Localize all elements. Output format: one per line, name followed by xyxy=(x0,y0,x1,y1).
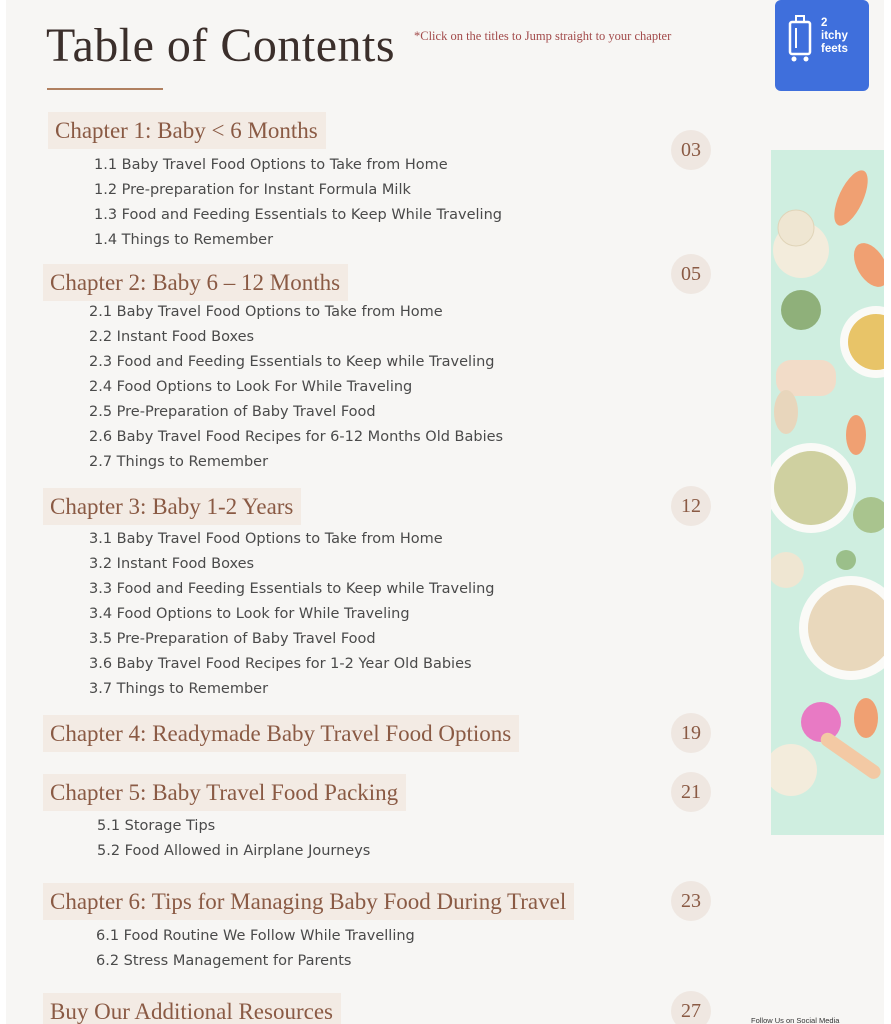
chapter-page-number: 05 xyxy=(671,254,711,294)
baby-food-photo xyxy=(771,150,884,835)
section-link[interactable]: 3.1 Baby Travel Food Options to Take from Home xyxy=(89,531,443,547)
section-link[interactable]: 1.2 Pre-preparation for Instant Formula Milk xyxy=(94,182,411,198)
chapter-link-4[interactable]: Chapter 4: Readymade Baby Travel Food Options xyxy=(43,715,519,752)
section-link[interactable]: 3.7 Things to Remember xyxy=(89,681,269,697)
chapter-link-7[interactable]: Buy Our Additional Resources xyxy=(43,993,341,1024)
chapter-link-6[interactable]: Chapter 6: Tips for Managing Baby Food During Travel xyxy=(43,883,574,920)
section-link[interactable]: 3.5 Pre-Preparation of Baby Travel Food xyxy=(89,631,376,647)
chapter-page-number: 27 xyxy=(671,991,711,1024)
chapter-page-number: 21 xyxy=(671,772,711,812)
itchy-feets-logo[interactable] xyxy=(775,0,869,91)
section-link[interactable]: 1.1 Baby Travel Food Options to Take from Home xyxy=(94,157,448,173)
section-link[interactable]: 6.2 Stress Management for Parents xyxy=(96,953,352,969)
suitcase-icon xyxy=(787,14,813,66)
chapter-page-number: 03 xyxy=(671,130,711,170)
chapter-link-1[interactable]: Chapter 1: Baby < 6 Months xyxy=(48,112,326,149)
title-underline xyxy=(47,88,163,90)
document-page xyxy=(6,0,884,1024)
section-link[interactable]: 6.1 Food Routine We Follow While Travelling xyxy=(96,928,415,944)
social-footer: Follow Us on Social Media xyxy=(751,1016,840,1024)
section-link[interactable]: 3.4 Food Options to Look for While Traveling xyxy=(89,606,410,622)
section-link[interactable]: 2.5 Pre-Preparation of Baby Travel Food xyxy=(89,404,376,420)
section-link[interactable]: 1.3 Food and Feeding Essentials to Keep While Traveling xyxy=(94,207,502,223)
chapter-page-number: 19 xyxy=(671,713,711,753)
jump-hint: *Click on the titles to Jump straight to your chapter xyxy=(414,29,672,43)
chapter-link-5[interactable]: Chapter 5: Baby Travel Food Packing xyxy=(43,774,406,811)
section-link[interactable]: 3.6 Baby Travel Food Recipes for 1-2 Year Old Babies xyxy=(89,656,472,672)
chapter-page-number: 23 xyxy=(671,881,711,921)
chapter-page-number: 12 xyxy=(671,486,711,526)
section-link[interactable]: 5.2 Food Allowed in Airplane Journeys xyxy=(97,843,371,859)
section-link[interactable]: 5.1 Storage Tips xyxy=(97,818,216,834)
section-link[interactable]: 2.6 Baby Travel Food Recipes for 6-12 Months Old Babies xyxy=(89,429,504,445)
chapter-link-3[interactable]: Chapter 3: Baby 1-2 Years xyxy=(43,488,301,525)
section-link[interactable]: 2.2 Instant Food Boxes xyxy=(89,329,255,345)
page-title: Table of Contents xyxy=(46,19,396,72)
section-link[interactable]: 1.4 Things to Remember xyxy=(94,232,274,248)
section-link[interactable]: 3.3 Food and Feeding Essentials to Keep while Traveling xyxy=(89,581,495,597)
section-link[interactable]: 3.2 Instant Food Boxes xyxy=(89,556,255,572)
logo-text: 2 itchy feets xyxy=(821,17,848,55)
section-link[interactable]: 2.4 Food Options to Look For While Traveling xyxy=(89,379,413,395)
section-link[interactable]: 2.7 Things to Remember xyxy=(89,454,269,470)
chapter-link-2[interactable]: Chapter 2: Baby 6 – 12 Months xyxy=(43,264,348,301)
section-link[interactable]: 2.1 Baby Travel Food Options to Take from Home xyxy=(89,304,443,320)
section-link[interactable]: 2.3 Food and Feeding Essentials to Keep while Traveling xyxy=(89,354,495,370)
